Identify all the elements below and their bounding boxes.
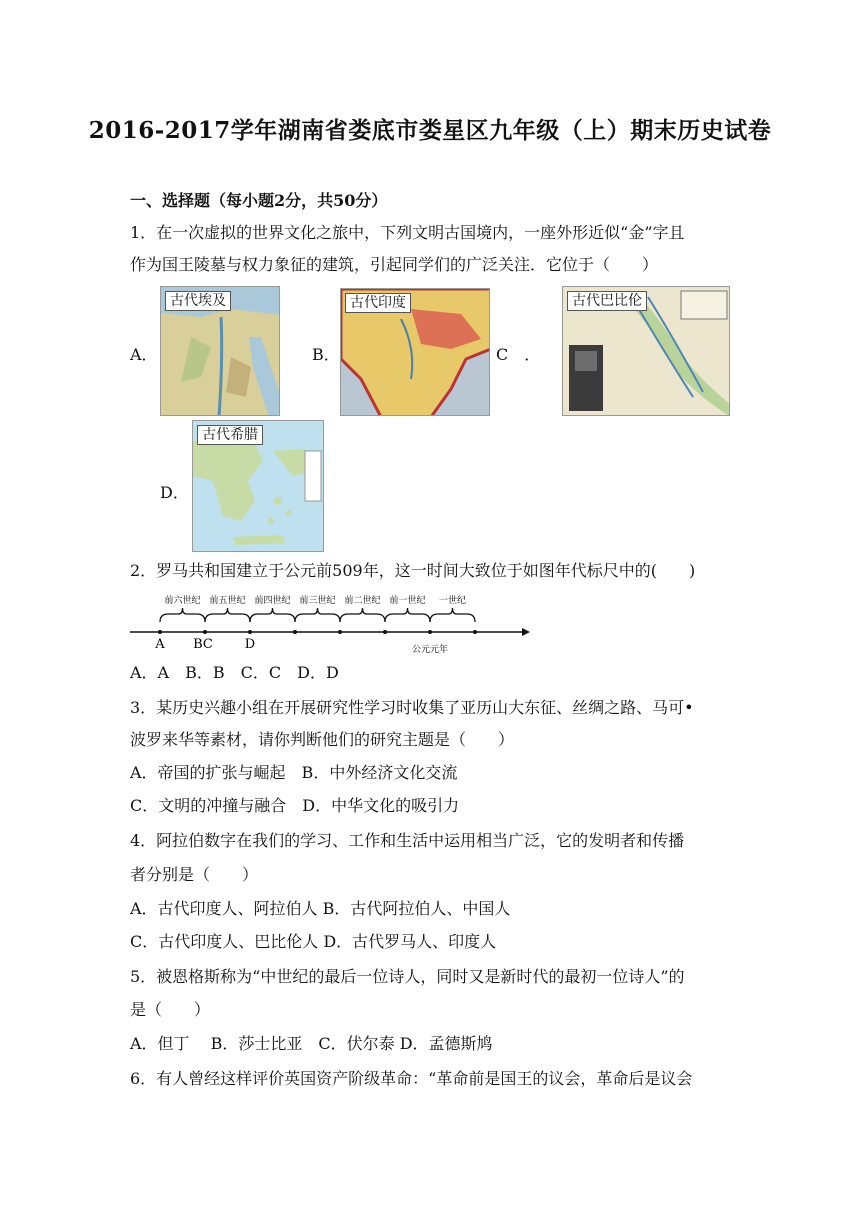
timeline-point-label: D <box>244 637 256 652</box>
timeline-tick <box>428 630 432 634</box>
q1-option-a-label: A． <box>130 345 158 364</box>
q2-stem-line1: 2．罗马共和国建立于公元前509年，这一时间大致位于如图年代标尺中的( ) <box>130 561 696 580</box>
map-ancient-greece <box>192 420 324 552</box>
q3-stem-line1: 3．某历史兴趣小组在开展研究性学习时收集了亚历山大东征、丝绸之路、马可• <box>130 698 694 717</box>
timeline-bracket <box>160 608 205 622</box>
timeline-point-label: A <box>155 637 165 652</box>
timeline-tick <box>383 630 387 634</box>
timeline-tick <box>203 630 207 634</box>
timeline-bracket <box>295 608 340 622</box>
timeline-century-label: 前二世纪 <box>344 596 381 606</box>
map-ancient-india-title: 古代印度 <box>345 293 411 313</box>
timeline-bracket <box>385 608 430 622</box>
timeline-century-label: 前六世纪 <box>164 596 201 606</box>
q1-option-c-label: C ． <box>496 345 541 364</box>
timeline-bracket <box>250 608 295 622</box>
timeline-svg <box>130 592 530 658</box>
timeline-tick <box>293 630 297 634</box>
timeline-ruler <box>130 592 530 658</box>
map-ancient-greece-title: 古代希腊 <box>197 425 263 445</box>
q5-options: A．但丁 B．莎士比亚 C．伏尔泰 D．孟德斯鸠 <box>130 1034 493 1053</box>
timeline-century-label: 前五世纪 <box>209 596 246 606</box>
q1-option-b-label: B． <box>312 345 340 364</box>
timeline-bracket <box>205 608 250 622</box>
timeline-bracket <box>430 608 475 622</box>
q4-stem-line1: 4．阿拉伯数字在我们的学习、工作和生活中运用相当广泛，它的发明者和传播 <box>130 831 685 850</box>
map-ancient-egypt <box>160 286 280 416</box>
q1-option-d-label: D． <box>160 483 189 502</box>
q3-options-row2: C．文明的冲撞与融合 D．中华文化的吸引力 <box>130 796 460 815</box>
q6-stem-line1: 6．有人曾经这样评价英国资产阶级革命：“革命前是国王的议会，革命后是议会 <box>130 1069 693 1088</box>
q2-options: A．A B．B C．C D．D <box>130 663 339 682</box>
q1-stem-line1: 1．在一次虚拟的世界文化之旅中，下列文明古国境内，一座外形近似“金”字且 <box>130 223 685 242</box>
timeline-century-label: 前一世纪 <box>389 596 426 606</box>
map-ancient-babylon-title: 古代巴比伦 <box>567 291 647 311</box>
map-ancient-babylon <box>562 286 730 416</box>
timeline-bracket <box>340 608 385 622</box>
timeline-century-label: 一世纪 <box>438 596 467 606</box>
q3-options-row1: A．帝国的扩张与崛起 B．中外经济文化交流 <box>130 763 458 782</box>
q1-stem-line2: 作为国王陵墓与权力象征的建筑，引起同学们的广泛关注．它位于（ ） <box>130 255 659 274</box>
q5-stem-line2: 是（ ） <box>130 1000 211 1019</box>
q4-options-row1: A．古代印度人、阿拉伯人 B．古代阿拉伯人、中国人 <box>130 899 511 918</box>
timeline-point-label: BC <box>193 637 213 652</box>
q3-stem-line2: 波罗来华等素材，请你判断他们的研究主题是（ ） <box>130 730 515 749</box>
timeline-tick <box>248 630 252 634</box>
page-title: 2016-2017学年湖南省娄底市娄星区九年级（上）期末历史试卷 <box>88 117 772 144</box>
section-heading: 一、选择题（每小题2分，共50分） <box>130 191 388 210</box>
q4-options-row2: C．古代印度人、巴比伦人 D．古代罗马人、印度人 <box>130 932 497 951</box>
map-ancient-egypt-title: 古代埃及 <box>165 291 231 311</box>
timeline-century-label: 前三世纪 <box>299 596 336 606</box>
timeline-tick <box>338 630 342 634</box>
map-ancient-india <box>340 288 490 416</box>
timeline-century-label: 前四世纪 <box>254 596 291 606</box>
timeline-tick <box>473 630 477 634</box>
q4-stem-line2: 者分别是（ ） <box>130 865 259 884</box>
timeline-tick <box>158 630 162 634</box>
q5-stem-line1: 5．被恩格斯称为“中世纪的最后一位诗人，同时又是新时代的最初一位诗人”的 <box>130 967 685 986</box>
timeline-origin-label: 公元元年 <box>411 645 449 655</box>
